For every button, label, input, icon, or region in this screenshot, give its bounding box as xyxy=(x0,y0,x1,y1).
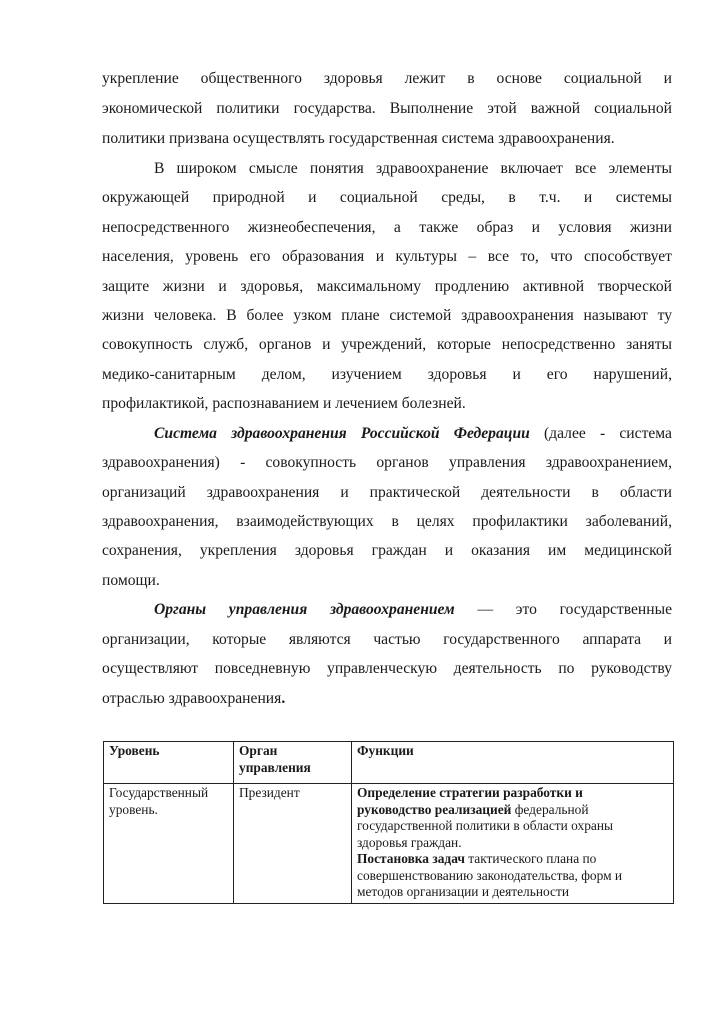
paragraph-3-line xyxy=(154,424,672,444)
paragraph-4-text: — это государственные xyxy=(454,601,673,618)
paragraph-4-line: осуществляют повседневную управленческую деятельность по руководству xyxy=(102,660,672,677)
header-functions: Функции xyxy=(352,742,674,784)
cell-level: Государственный уровень. xyxy=(104,784,234,904)
cell-organ: Президент xyxy=(234,784,352,904)
paragraph-3-line: организаций здравоохранения и практической деятельности в области xyxy=(102,484,672,501)
functions-table xyxy=(103,741,674,904)
paragraph-2-line: населения, уровень его образования и культуры – все то, что способствует xyxy=(102,248,672,265)
paragraph-2-line: непосредственного жизнеобеспечения, а также образ и условия жизни xyxy=(102,219,672,236)
paragraph-3-line: сохранения, укрепления здоровья граждан и оказания им медицинской xyxy=(102,542,672,559)
paragraph-2-line: профилактикой, распознаванием и лечением болезней. xyxy=(102,395,466,412)
paragraph-4-line: организации, которые являются частью государственного аппарата и xyxy=(102,631,672,648)
paragraph-4-line xyxy=(102,689,672,709)
paragraph-1-line: политики призвана осуществлять государственная система здравоохранения. xyxy=(102,130,615,147)
cell-functions: Определение стратегии разработки и руководство реализацией федеральной государственной политики в области охраны здоровья граждан. Постановка задач тактического плана по совершенствованию законодательства, форм и методов организации и деятельности xyxy=(352,784,674,904)
paragraph-2-line: совокупность служб, органов и учреждений, которые непосредственно заняты xyxy=(102,336,672,353)
system-term: Система здравоохранения Российской Федерации xyxy=(154,425,530,442)
paragraph-2-line: окружающей природной и социальной среды, в т.ч. и системы xyxy=(102,189,672,206)
paragraph-2-line: медико-санитарным делом, изучением здоровья и его нарушений, xyxy=(102,366,672,383)
paragraph-3-line: здравоохранения, взаимодействующих в целях профилактики заболеваний, xyxy=(102,513,672,530)
paragraph-4-text: отраслью здравоохранения xyxy=(102,690,282,707)
organs-term: Органы управления здравоохранением xyxy=(154,601,455,618)
paragraph-2-line: жизни человека. В более узком плане системой здравоохранения называют ту xyxy=(102,307,672,324)
paragraph-4-line xyxy=(154,600,672,620)
paragraph-2-line: В широком смысле понятия здравоохранение включает все элементы xyxy=(154,160,672,177)
header-level: Уровень xyxy=(104,742,234,784)
paragraph-1-line: экономической политики государства. Выполнение этой важной социальной xyxy=(102,100,672,117)
paragraph-3-line: здравоохранения) - совокупность органов управления здравоохранением, xyxy=(102,454,672,471)
header-organ: Орган управления xyxy=(234,742,352,784)
paragraph-2-line: защите жизни и здоровья, максимальному продлению активной творческой xyxy=(102,278,672,295)
paragraph-3-text: (далее - система xyxy=(529,425,672,442)
paragraph-1-line: укрепление общественного здоровья лежит в основе социальной и xyxy=(102,70,672,87)
paragraph-4-punct: . xyxy=(281,690,286,707)
paragraph-3-line: помощи. xyxy=(102,572,160,589)
table-header-row xyxy=(104,742,674,784)
table-row xyxy=(104,784,674,904)
